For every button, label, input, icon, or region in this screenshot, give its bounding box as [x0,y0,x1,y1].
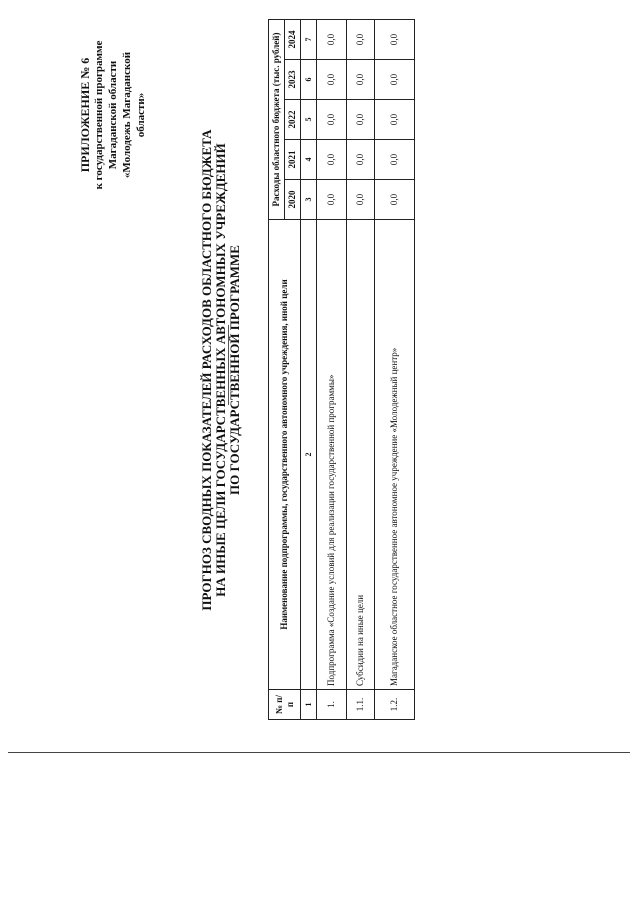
row-value: 0,0 [375,100,415,140]
row-value: 0,0 [347,180,375,220]
page-bottom-rule [8,752,630,753]
annex-line-1: к государственной программе [93,40,105,190]
heading-divider [228,325,229,405]
annex-line-2: Магаданской области [107,60,119,170]
column-number: 5 [301,100,317,140]
row-value: 0,0 [317,140,347,180]
row-value: 0,0 [375,60,415,100]
row-value: 0,0 [317,180,347,220]
row-value: 0,0 [317,100,347,140]
row-value: 0,0 [317,19,347,59]
annex-block [78,30,148,200]
heading-line-2: НА ИНЫЕ ЦЕЛИ ГОСУДАРСТВЕННЫХ АВТОНОМНЫХ УЧРЕЖДЕНИЙ [213,143,228,597]
row-value: 0,0 [347,19,375,59]
row-name: Магаданское областное государственное автономное учреждение «Молодежный центр» [375,220,415,690]
row-value: 0,0 [375,180,415,220]
column-number: 2 [301,220,317,690]
row-number: 1.2. [375,690,415,720]
column-numbers-row [301,19,317,719]
document-heading [200,20,242,720]
column-number: 6 [301,60,317,100]
row-value: 0,0 [347,140,375,180]
heading-line-1: ПРОГНОЗ СВОДНЫХ ПОКАЗАТЕЛЕЙ РАСХОДОВ ОБЛАСТНОГО БЮДЖЕТА [199,129,214,611]
table-row [317,19,347,719]
budget-header: Расходы областного бюджета (тыс. рублей) [269,19,285,219]
year-header: 2021 [285,140,301,180]
row-value: 0,0 [317,60,347,100]
annex-title: ПРИЛОЖЕНИЕ № 6 [78,57,92,173]
year-header: 2023 [285,60,301,100]
row-name: Субсидии на иные цели [347,220,375,690]
annex-line-3: «Молодежь Магаданской области» [121,51,147,179]
row-name: Подпрограмма «Создание условий для реализации государственной программы» [317,220,347,690]
row-value: 0,0 [347,100,375,140]
heading-line-3: ПО ГОСУДАРСТВЕННОЙ ПРОГРАММЕ [227,245,242,495]
rotated-page [50,20,490,720]
header-row [269,19,285,719]
budget-table [268,19,415,720]
column-number: 1 [301,690,317,720]
table-row [347,19,375,719]
column-number: 4 [301,140,317,180]
column-number: 7 [301,19,317,59]
column-number: 3 [301,180,317,220]
col-name-header: Наименование подпрограммы, государственного автономного учреждения, иной цели [269,220,301,690]
row-value: 0,0 [347,60,375,100]
year-header: 2020 [285,180,301,220]
year-header: 2024 [285,19,301,59]
row-number: 1.1. [347,690,375,720]
row-number: 1. [317,690,347,720]
row-value: 0,0 [375,140,415,180]
row-value: 0,0 [375,19,415,59]
year-header: 2022 [285,100,301,140]
table-row [375,19,415,719]
col-num-header: № п/п [269,690,301,720]
